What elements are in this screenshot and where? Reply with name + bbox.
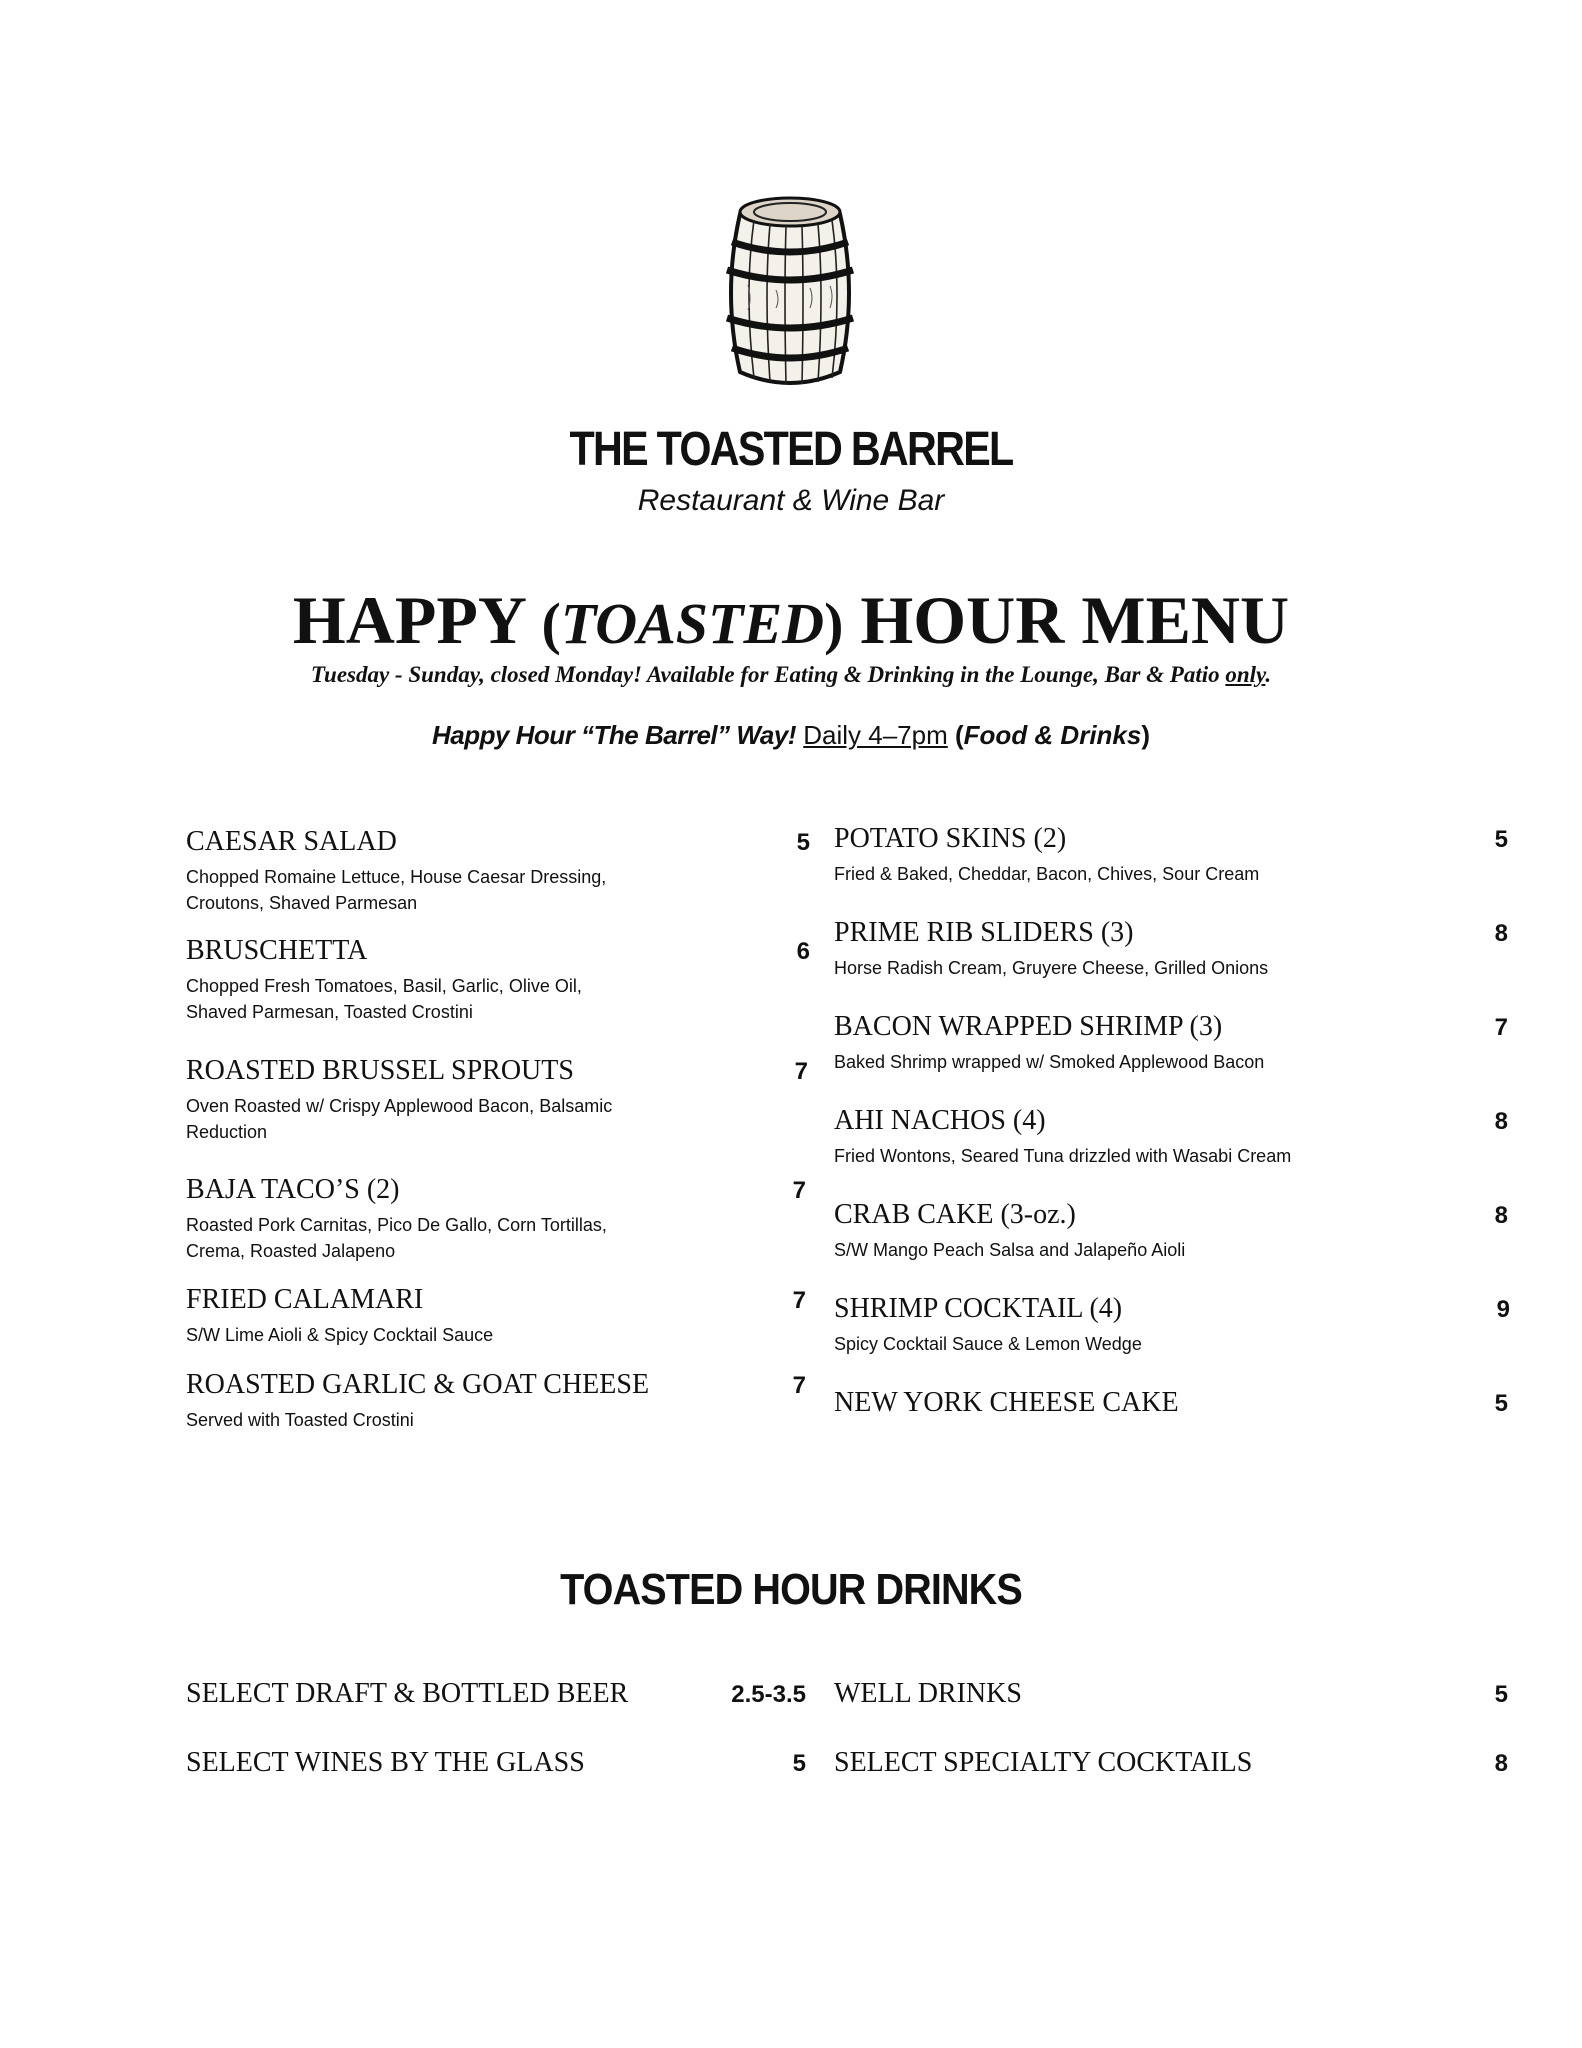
barrel-icon [718, 190, 862, 396]
item-name: BRUSCHETTA [186, 935, 368, 966]
availability-note [0, 662, 1582, 688]
title-part-2: HOUR MENU [843, 582, 1290, 658]
item-description: S/W Lime Aioli & Spicy Cocktail Sauce [186, 1325, 494, 1345]
happy-hour-line [0, 720, 1582, 751]
brand-name: THE TOASTED BARREL [569, 423, 1013, 476]
item-description: Spicy Cocktail Sauce & Lemon Wedge [834, 1334, 1142, 1354]
happy-hour-lead: Happy Hour “The Barrel” Way! [431, 720, 797, 750]
item-name: BAJA TACO’S (2) [186, 1174, 400, 1205]
brand-subtitle: Restaurant & Wine Bar [637, 484, 945, 517]
item-price: 7 [1494, 1014, 1508, 1041]
happy-hour-time: Daily 4–7pm [803, 720, 948, 750]
drink-name: SELECT DRAFT & BOTTLED BEER [186, 1678, 629, 1709]
item-price: 7 [792, 1372, 806, 1399]
drink-price: 5 [1494, 1681, 1508, 1708]
item-description: Chopped Fresh Tomatoes, Basil, Garlic, Olive Oil, Shaved Parmesan, Toasted Crostini [186, 976, 582, 1022]
item-description: Horse Radish Cream, Gruyere Cheese, Grilled Onions [834, 958, 1269, 978]
title-close-paren: ) [824, 591, 844, 656]
drink-name: WELL DRINKS [834, 1678, 1022, 1709]
item-price: 5 [1494, 826, 1508, 853]
menu-title [0, 580, 1582, 664]
item-price: 9 [1496, 1296, 1510, 1323]
drink-name: SELECT WINES BY THE GLASS [186, 1747, 585, 1778]
item-price: 8 [1494, 920, 1508, 947]
item-price: 7 [794, 1058, 808, 1085]
item-description: Chopped Romaine Lettuce, House Caesar Dressing, Croutons, Shaved Parmesan [186, 867, 607, 913]
item-price: 6 [796, 938, 810, 965]
item-description: Baked Shrimp wrapped w/ Smoked Applewood Bacon [834, 1052, 1265, 1072]
happy-hour-open-paren: ( [955, 720, 964, 750]
item-description: Oven Roasted w/ Crispy Applewood Bacon, Balsamic Reduction [186, 1096, 613, 1142]
item-name: POTATO SKINS (2) [834, 823, 1067, 854]
title-part-1: HAPPY [292, 582, 542, 658]
item-description: S/W Mango Peach Salsa and Jalapeño Aioli [834, 1240, 1186, 1260]
item-price: 7 [792, 1177, 806, 1204]
item-name: SHRIMP COCKTAIL (4) [834, 1293, 1123, 1324]
item-description: Fried Wontons, Seared Tuna drizzled with Wasabi Cream [834, 1146, 1292, 1166]
item-description: Roasted Pork Carnitas, Pico De Gallo, Corn Tortillas, Crema, Roasted Jalapeno [186, 1215, 607, 1261]
item-price: 5 [796, 829, 810, 856]
item-name: CAESAR SALAD [186, 826, 397, 857]
item-price: 8 [1494, 1108, 1508, 1135]
item-name: BACON WRAPPED SHRIMP (3) [834, 1011, 1223, 1042]
drinks-heading: TOASTED HOUR DRINKS [560, 1565, 1022, 1614]
happy-hour-scope: Food & Drinks [963, 720, 1142, 750]
item-price: 7 [792, 1287, 806, 1314]
happy-hour-close-paren: ) [1141, 720, 1151, 750]
item-name: ROASTED GARLIC & GOAT CHEESE [186, 1369, 650, 1400]
drink-price: 5 [792, 1750, 806, 1777]
item-price: 5 [1494, 1390, 1508, 1417]
drink-price: 2.5-3.5 [731, 1681, 806, 1708]
item-name: CRAB CAKE (3-oz.) [834, 1199, 1076, 1230]
item-name: FRIED CALAMARI [186, 1284, 424, 1315]
title-open-paren: ( [541, 591, 561, 656]
availability-text: Tuesday - Sunday, closed Monday! Available for Eating & Drinking in the Lounge, Bar & Patio [310, 662, 1226, 687]
availability-end: . [1265, 662, 1272, 687]
title-italic-word: TOASTED [560, 591, 825, 656]
item-name: AHI NACHOS (4) [834, 1105, 1046, 1136]
item-name: ROASTED BRUSSEL SPROUTS [186, 1055, 574, 1086]
item-name: PRIME RIB SLIDERS (3) [834, 917, 1134, 948]
item-name: NEW YORK CHEESE CAKE [834, 1387, 1179, 1418]
availability-emphasis: only [1225, 662, 1266, 687]
drink-price: 8 [1494, 1750, 1508, 1777]
drink-name: SELECT SPECIALTY COCKTAILS [834, 1747, 1253, 1778]
item-description: Fried & Baked, Cheddar, Bacon, Chives, Sour Cream [834, 864, 1260, 884]
item-price: 8 [1494, 1202, 1508, 1229]
item-description: Served with Toasted Crostini [186, 1410, 414, 1430]
